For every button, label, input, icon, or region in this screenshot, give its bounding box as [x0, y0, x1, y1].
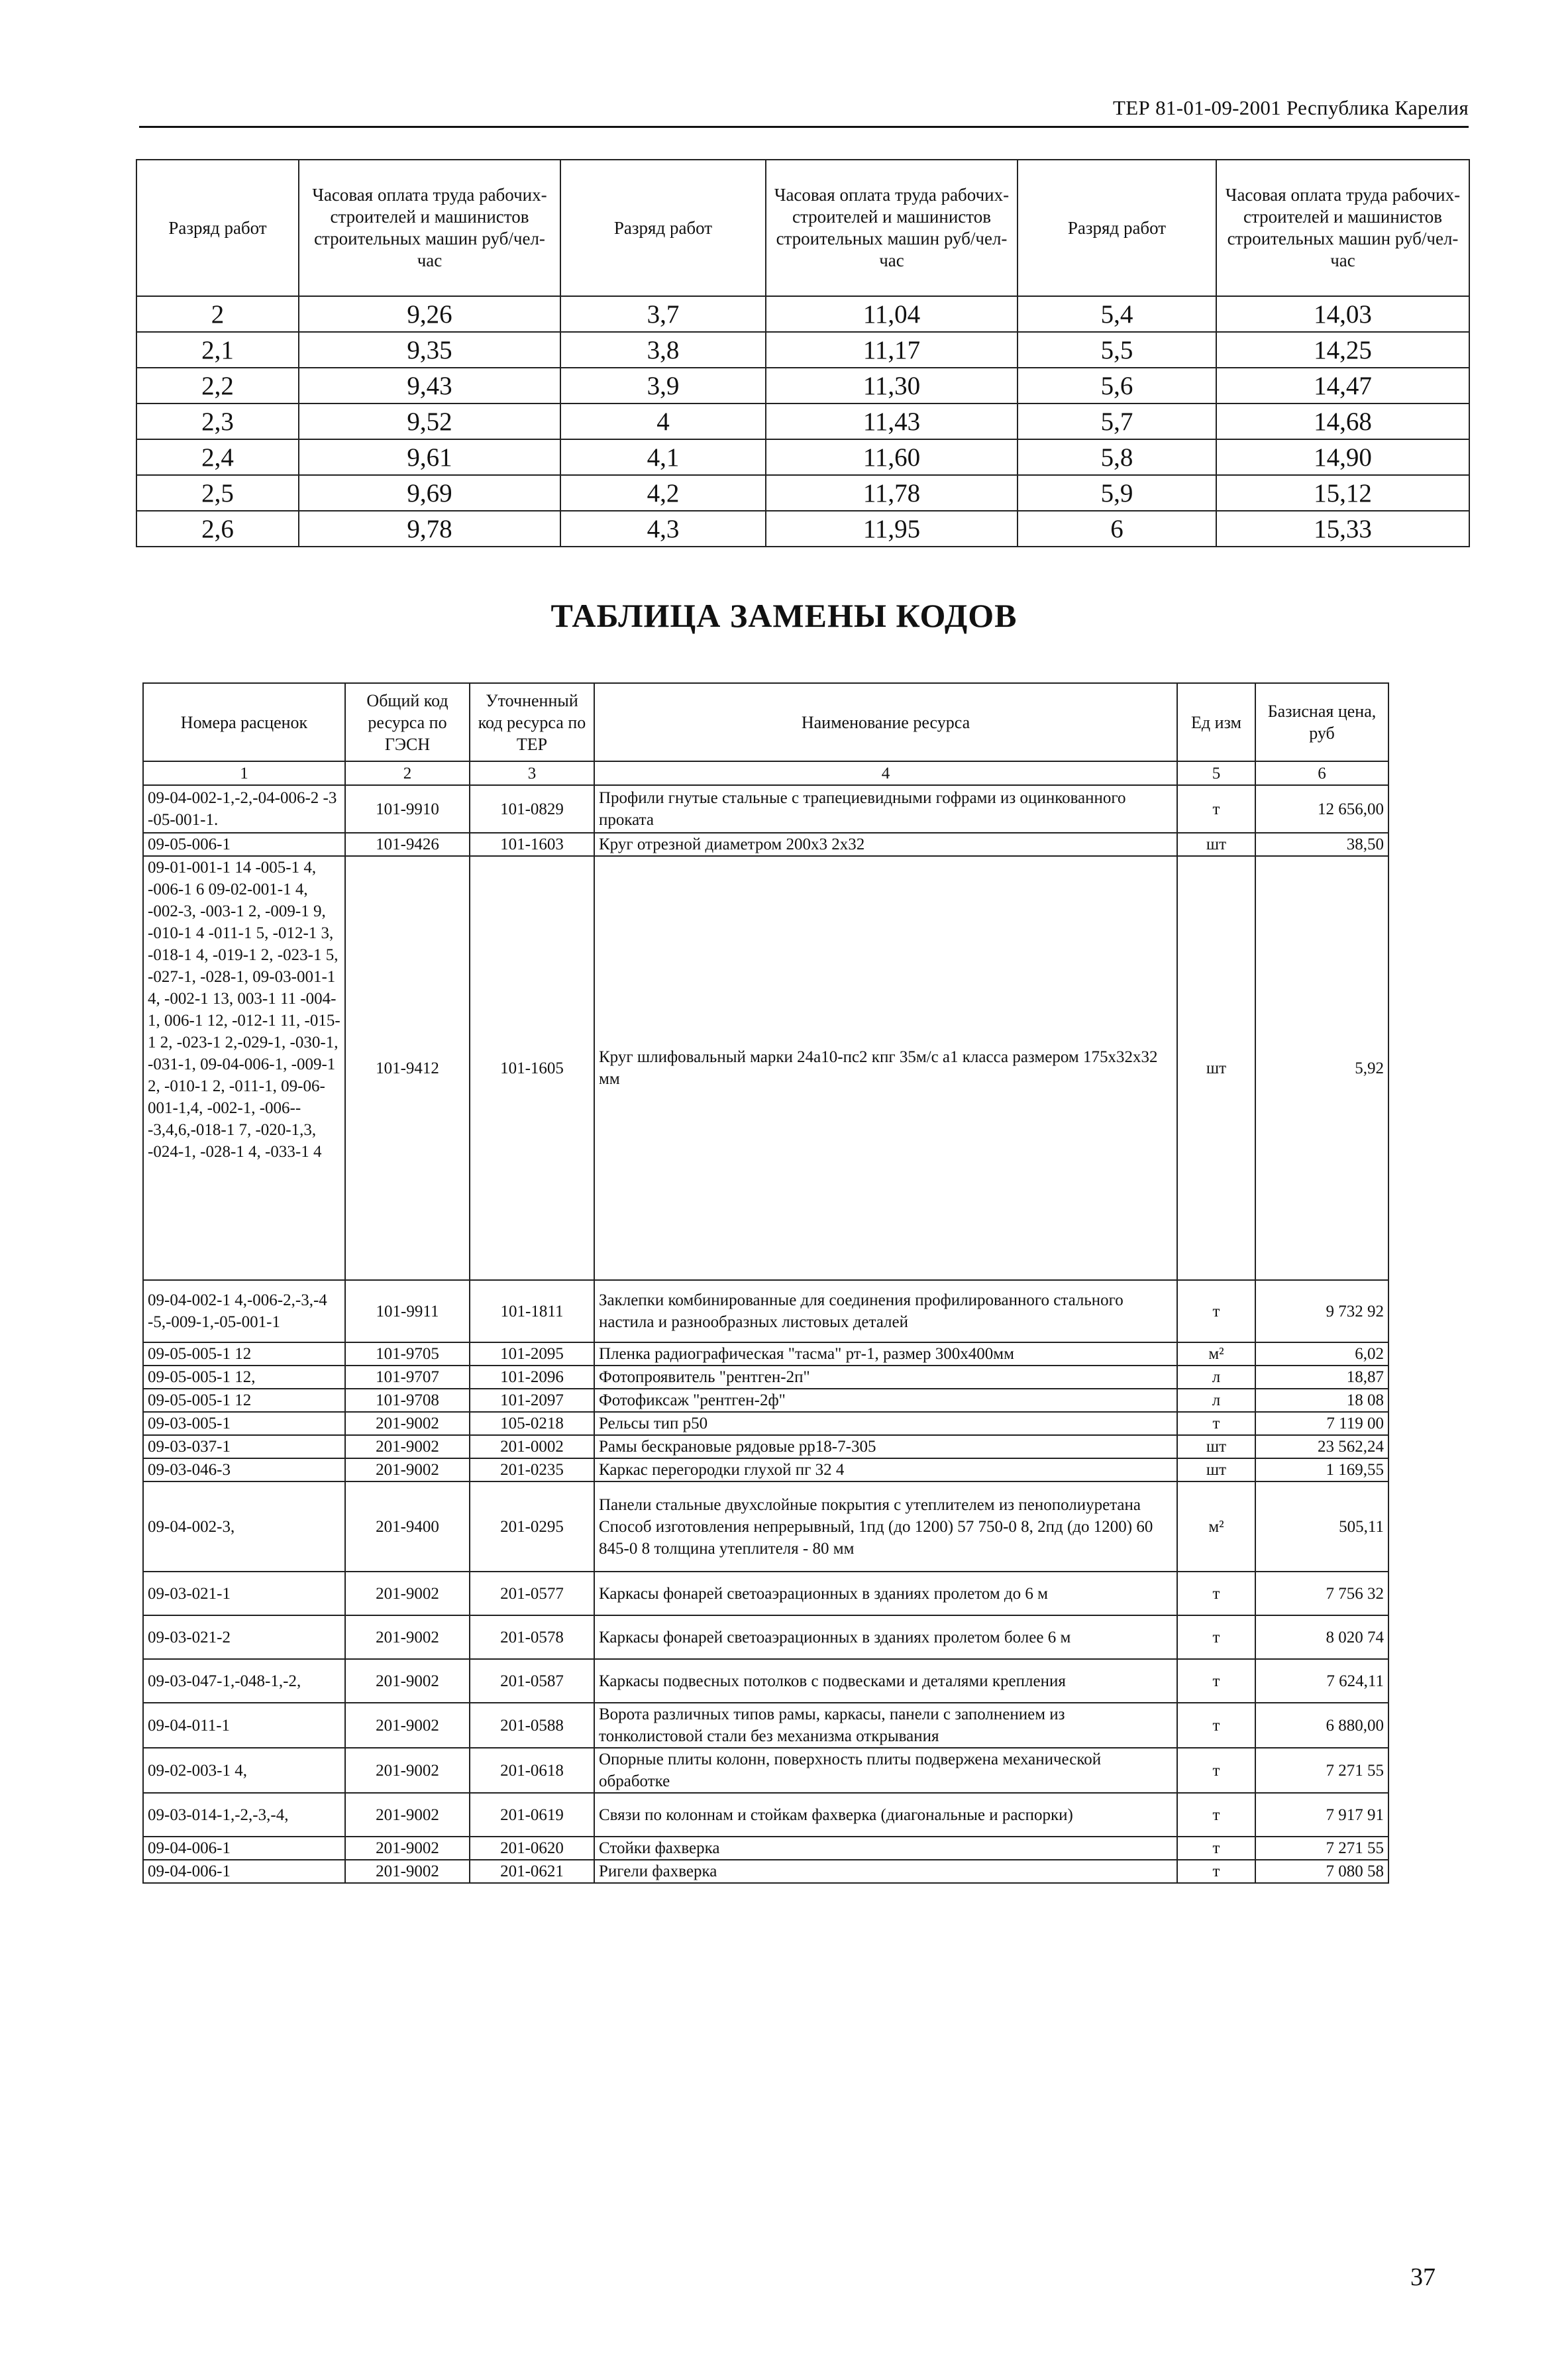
pay-cell: 11,43 [766, 403, 1018, 439]
specified-code-cell: 101-2097 [470, 1389, 594, 1412]
rank-cell: 4 [560, 403, 766, 439]
resource-name-cell: Каркасы подвесных потолков с подвесками и деталями крепления [594, 1659, 1177, 1703]
codes-header-row [143, 683, 1388, 761]
rank-cell: 3,7 [560, 296, 766, 332]
table-row [143, 1860, 1388, 1883]
rank-cell: 4,3 [560, 511, 766, 547]
specified-code-cell: 201-0587 [470, 1659, 594, 1703]
resource-name-cell: Каркасы фонарей светоаэрационных в зданиях пролетом более 6 м [594, 1615, 1177, 1659]
price-cell: 7 080 58 [1255, 1860, 1388, 1883]
table-row [136, 368, 1469, 403]
rank-cell: 6 [1018, 511, 1216, 547]
table-row [136, 403, 1469, 439]
specified-code-cell: 101-0829 [470, 785, 594, 833]
pay-cell: 11,95 [766, 511, 1018, 547]
column-number: 4 [594, 761, 1177, 785]
page-number: 37 [1410, 2263, 1436, 2291]
price-cell: 23 562,24 [1255, 1435, 1388, 1458]
specified-code-cell: 101-1603 [470, 833, 594, 856]
column-number: 1 [143, 761, 345, 785]
pay-cell: 15,33 [1216, 511, 1469, 547]
pay-cell: 14,68 [1216, 403, 1469, 439]
pay-cell: 9,26 [299, 296, 560, 332]
rank-cell: 2,3 [136, 403, 299, 439]
rank-cell: 2,1 [136, 332, 299, 368]
table-row [136, 332, 1469, 368]
general-code-cell: 201-9002 [345, 1703, 470, 1748]
general-code-cell: 201-9002 [345, 1458, 470, 1481]
general-code-cell: 101-9412 [345, 856, 470, 1280]
rate-numbers-cell: 09-03-047-1,-048-1,-2, [143, 1659, 345, 1703]
specified-code-cell: 201-0577 [470, 1572, 594, 1615]
pay-cell: 14,25 [1216, 332, 1469, 368]
price-cell: 7 917 91 [1255, 1793, 1388, 1837]
unit-cell: т [1177, 1837, 1255, 1860]
document-header: ТЕР 81-01-09-2001 Республика Карелия [1113, 96, 1469, 119]
table-row [143, 785, 1388, 833]
specified-code-cell: 201-0295 [470, 1481, 594, 1572]
table-row [143, 1837, 1388, 1860]
unit-cell: л [1177, 1366, 1255, 1389]
resource-name-cell: Стойки фахверка [594, 1837, 1177, 1860]
rank-cell: 5,7 [1018, 403, 1216, 439]
specified-code-cell: 201-0619 [470, 1793, 594, 1837]
general-code-cell: 201-9002 [345, 1615, 470, 1659]
pay-cell: 9,43 [299, 368, 560, 403]
column-number: 5 [1177, 761, 1255, 785]
resource-name-cell: Каркасы фонарей светоаэрационных в зданиях пролетом до 6 м [594, 1572, 1177, 1615]
price-cell: 7 756 32 [1255, 1572, 1388, 1615]
general-code-cell: 101-9708 [345, 1389, 470, 1412]
pay-cell: 14,47 [1216, 368, 1469, 403]
pay-cell: 15,12 [1216, 475, 1469, 511]
table-row [143, 1280, 1388, 1342]
rate-numbers-cell: 09-05-005-1 12, [143, 1366, 345, 1389]
rate-numbers-cell: 09-02-003-1 4, [143, 1748, 345, 1793]
resource-name-cell: Ригели фахверка [594, 1860, 1177, 1883]
resource-name-cell: Рамы бескрановые рядовые рр18-7-305 [594, 1435, 1177, 1458]
price-cell: 7 271 55 [1255, 1837, 1388, 1860]
table-row [143, 1412, 1388, 1435]
general-code-cell: 101-9705 [345, 1342, 470, 1366]
resource-name-cell: Круг отрезной диаметром 200х3 2х32 [594, 833, 1177, 856]
unit-cell: шт [1177, 1435, 1255, 1458]
table-row [143, 1748, 1388, 1793]
header-unit: Ед изм [1177, 683, 1255, 761]
table-row [143, 833, 1388, 856]
rate-numbers-cell: 09-04-002-3, [143, 1481, 345, 1572]
rate-numbers-cell: 09-04-006-1 [143, 1837, 345, 1860]
column-number: 2 [345, 761, 470, 785]
rate-numbers-cell: 09-04-011-1 [143, 1703, 345, 1748]
table-row [143, 1703, 1388, 1748]
price-cell: 6 880,00 [1255, 1703, 1388, 1748]
pay-cell: 9,52 [299, 403, 560, 439]
unit-cell: т [1177, 1412, 1255, 1435]
pay-cell: 11,17 [766, 332, 1018, 368]
resource-name-cell: Фотопроявитель "рентген-2п" [594, 1366, 1177, 1389]
header-rate-numbers: Номера расценок [143, 683, 345, 761]
price-cell: 18 08 [1255, 1389, 1388, 1412]
rate-numbers-cell: 09-03-021-2 [143, 1615, 345, 1659]
rank-cell: 5,4 [1018, 296, 1216, 332]
column-number: 3 [470, 761, 594, 785]
resource-name-cell: Пленка радиографическая "тасма" рт-1, размер 300х400мм [594, 1342, 1177, 1366]
resource-name-cell: Каркас перегородки глухой пг 32 4 [594, 1458, 1177, 1481]
resource-name-cell: Связи по колоннам и стойкам фахверка (диагональные и распорки) [594, 1793, 1177, 1837]
specified-code-cell: 101-1605 [470, 856, 594, 1280]
specified-code-cell: 201-0002 [470, 1435, 594, 1458]
pay-cell: 14,90 [1216, 439, 1469, 475]
table-row [136, 511, 1469, 547]
price-cell: 5,92 [1255, 856, 1388, 1280]
rate-numbers-cell: 09-04-006-1 [143, 1860, 345, 1883]
rank-cell: 5,6 [1018, 368, 1216, 403]
rate-numbers-cell: 09-04-002-1 4,-006-2,-3,-4 -5,-009-1,-05-001-1 [143, 1280, 345, 1342]
resource-name-cell: Фотофиксаж "рентген-2ф" [594, 1389, 1177, 1412]
header-specified-code: Уточненный код ресурса по ТЕР [470, 683, 594, 761]
table-row [136, 439, 1469, 475]
price-cell: 7 271 55 [1255, 1748, 1388, 1793]
general-code-cell: 201-9002 [345, 1748, 470, 1793]
unit-cell: т [1177, 1703, 1255, 1748]
specified-code-cell: 201-0620 [470, 1837, 594, 1860]
rank-cell: 2 [136, 296, 299, 332]
general-code-cell: 101-9426 [345, 833, 470, 856]
rate-numbers-cell: 09-04-002-1,-2,-04-006-2 -3 -05-001-1. [143, 785, 345, 833]
pay-cell: 14,03 [1216, 296, 1469, 332]
table-row [143, 1659, 1388, 1703]
price-cell: 6,02 [1255, 1342, 1388, 1366]
rank-cell: 2,2 [136, 368, 299, 403]
pay-cell: 9,35 [299, 332, 560, 368]
header-general-code: Общий код ресурса по ГЭСН [345, 683, 470, 761]
pay-header: Часовая оплата труда рабочих-строителей и машинистов строительных машин руб/чел-час [766, 160, 1018, 296]
specified-code-cell: 201-0621 [470, 1860, 594, 1883]
wage-rates-table [136, 159, 1470, 547]
table-row [143, 1793, 1388, 1837]
resource-name-cell: Профили гнутые стальные с трапециевидными гофрами из оцинкованного проката [594, 785, 1177, 833]
rank-cell: 4,1 [560, 439, 766, 475]
price-cell: 8 020 74 [1255, 1615, 1388, 1659]
unit-cell: т [1177, 1860, 1255, 1883]
resource-name-cell: Рельсы тип р50 [594, 1412, 1177, 1435]
rank-cell: 2,5 [136, 475, 299, 511]
pay-cell: 9,78 [299, 511, 560, 547]
rank-cell: 5,8 [1018, 439, 1216, 475]
unit-cell: шт [1177, 856, 1255, 1280]
general-code-cell: 101-9910 [345, 785, 470, 833]
rank-cell: 5,5 [1018, 332, 1216, 368]
rank-header: Разряд работ [1018, 160, 1216, 296]
pay-cell: 9,69 [299, 475, 560, 511]
resource-name-cell: Круг шлифовальный марки 24а10-пс2 кпг 35м/с а1 класса размером 175х32х32 мм [594, 856, 1177, 1280]
price-cell: 7 119 00 [1255, 1412, 1388, 1435]
rate-numbers-cell: 09-03-021-1 [143, 1572, 345, 1615]
pay-cell: 11,78 [766, 475, 1018, 511]
rate-numbers-cell: 09-03-005-1 [143, 1412, 345, 1435]
rate-numbers-cell: 09-05-005-1 12 [143, 1342, 345, 1366]
specified-code-cell: 201-0578 [470, 1615, 594, 1659]
resource-name-cell: Панели стальные двухслойные покрытия с утеплителем из пенополиуретана Способ изготовления непрерывный, 1пд (до 1200) 57 750-0 8, 2пд (до 1200) 60 845-0 8 толщина утеплителя - 80 мм [594, 1481, 1177, 1572]
table-row [143, 1435, 1388, 1458]
rates-header-row [136, 160, 1469, 296]
specified-code-cell: 201-0235 [470, 1458, 594, 1481]
price-cell: 12 656,00 [1255, 785, 1388, 833]
table-row [143, 856, 1388, 1280]
rate-numbers-cell: 09-05-006-1 [143, 833, 345, 856]
rank-cell: 2,6 [136, 511, 299, 547]
rate-numbers-cell: 09-03-037-1 [143, 1435, 345, 1458]
general-code-cell: 201-9002 [345, 1659, 470, 1703]
general-code-cell: 201-9002 [345, 1793, 470, 1837]
general-code-cell: 201-9400 [345, 1481, 470, 1572]
table-row [143, 1481, 1388, 1572]
general-code-cell: 201-9002 [345, 1572, 470, 1615]
unit-cell: м² [1177, 1342, 1255, 1366]
price-cell: 38,50 [1255, 833, 1388, 856]
pay-cell: 11,30 [766, 368, 1018, 403]
rate-numbers-cell: 09-01-001-1 14 -005-1 4, -006-1 6 09-02-001-1 4, -002-3, -003-1 2, -009-1 9, -010-1 4 -011-1 5, -012-1 3, -018-1 4, -019-1 2, -023-1 5, -027-1, -028-1, 09-03-001-1 4, -002-1 13, 003-1 11 -004-1, 006-1 12, -012-1 11, -015-1 2, -023-1 2,-029-1, -030-1, -031-1, 09-04-006-1, -009-1 2, -010-1 2, -011-1, 09-06-001-1,4, -002-1, -006---3,4,6,-018-1 7, -020-1,3, -024-1, -028-1 4, -033-1 4 [143, 856, 345, 1280]
table-row [143, 1615, 1388, 1659]
header-base-price: Базисная цена, руб [1255, 683, 1388, 761]
pay-header: Часовая оплата труда рабочих-строителей и машинистов строительных машин руб/чел-час [299, 160, 560, 296]
codes-column-numbers-row [143, 761, 1388, 785]
specified-code-cell: 101-2096 [470, 1366, 594, 1389]
general-code-cell: 201-9002 [345, 1435, 470, 1458]
rank-header: Разряд работ [136, 160, 299, 296]
unit-cell: т [1177, 785, 1255, 833]
rank-cell: 5,9 [1018, 475, 1216, 511]
rank-header: Разряд работ [560, 160, 766, 296]
table-row [143, 1458, 1388, 1481]
rate-numbers-cell: 09-05-005-1 12 [143, 1389, 345, 1412]
table-row [143, 1342, 1388, 1366]
header-rule [139, 126, 1469, 128]
rank-cell: 4,2 [560, 475, 766, 511]
specified-code-cell: 201-0618 [470, 1748, 594, 1793]
specified-code-cell: 101-2095 [470, 1342, 594, 1366]
specified-code-cell: 105-0218 [470, 1412, 594, 1435]
resource-name-cell: Заклепки комбинированные для соединения профилированного стального настила и разнообразных листовых деталей [594, 1280, 1177, 1342]
pay-cell: 9,61 [299, 439, 560, 475]
unit-cell: т [1177, 1615, 1255, 1659]
price-cell: 505,11 [1255, 1481, 1388, 1572]
section-title: ТАБЛИЦА ЗАМЕНЫ КОДОВ [550, 597, 1018, 634]
unit-cell: л [1177, 1389, 1255, 1412]
pay-cell: 11,60 [766, 439, 1018, 475]
unit-cell: т [1177, 1748, 1255, 1793]
general-code-cell: 101-9707 [345, 1366, 470, 1389]
unit-cell: м² [1177, 1481, 1255, 1572]
pay-cell: 11,04 [766, 296, 1018, 332]
rank-cell: 2,4 [136, 439, 299, 475]
table-row [143, 1389, 1388, 1412]
table-row [143, 1572, 1388, 1615]
rank-cell: 3,9 [560, 368, 766, 403]
unit-cell: т [1177, 1659, 1255, 1703]
table-row [136, 296, 1469, 332]
rate-numbers-cell: 09-03-046-3 [143, 1458, 345, 1481]
unit-cell: шт [1177, 833, 1255, 856]
code-replacement-table [142, 682, 1389, 1884]
price-cell: 7 624,11 [1255, 1659, 1388, 1703]
resource-name-cell: Ворота различных типов рамы, каркасы, панели с заполнением из тонколистовой стали без механизма открывания [594, 1703, 1177, 1748]
rank-cell: 3,8 [560, 332, 766, 368]
pay-header: Часовая оплата труда рабочих-строителей и машинистов строительных машин руб/чел-час [1216, 160, 1469, 296]
general-code-cell: 201-9002 [345, 1860, 470, 1883]
specified-code-cell: 101-1811 [470, 1280, 594, 1342]
unit-cell: т [1177, 1280, 1255, 1342]
resource-name-cell: Опорные плиты колонн, поверхность плиты подвержена механической обработке [594, 1748, 1177, 1793]
column-number: 6 [1255, 761, 1388, 785]
unit-cell: шт [1177, 1458, 1255, 1481]
header-resource-name: Наименование ресурса [594, 683, 1177, 761]
rate-numbers-cell: 09-03-014-1,-2,-3,-4, [143, 1793, 345, 1837]
general-code-cell: 201-9002 [345, 1837, 470, 1860]
general-code-cell: 201-9002 [345, 1412, 470, 1435]
general-code-cell: 101-9911 [345, 1280, 470, 1342]
price-cell: 18,87 [1255, 1366, 1388, 1389]
specified-code-cell: 201-0588 [470, 1703, 594, 1748]
table-row [136, 475, 1469, 511]
price-cell: 9 732 92 [1255, 1280, 1388, 1342]
price-cell: 1 169,55 [1255, 1458, 1388, 1481]
table-row [143, 1366, 1388, 1389]
unit-cell: т [1177, 1793, 1255, 1837]
unit-cell: т [1177, 1572, 1255, 1615]
